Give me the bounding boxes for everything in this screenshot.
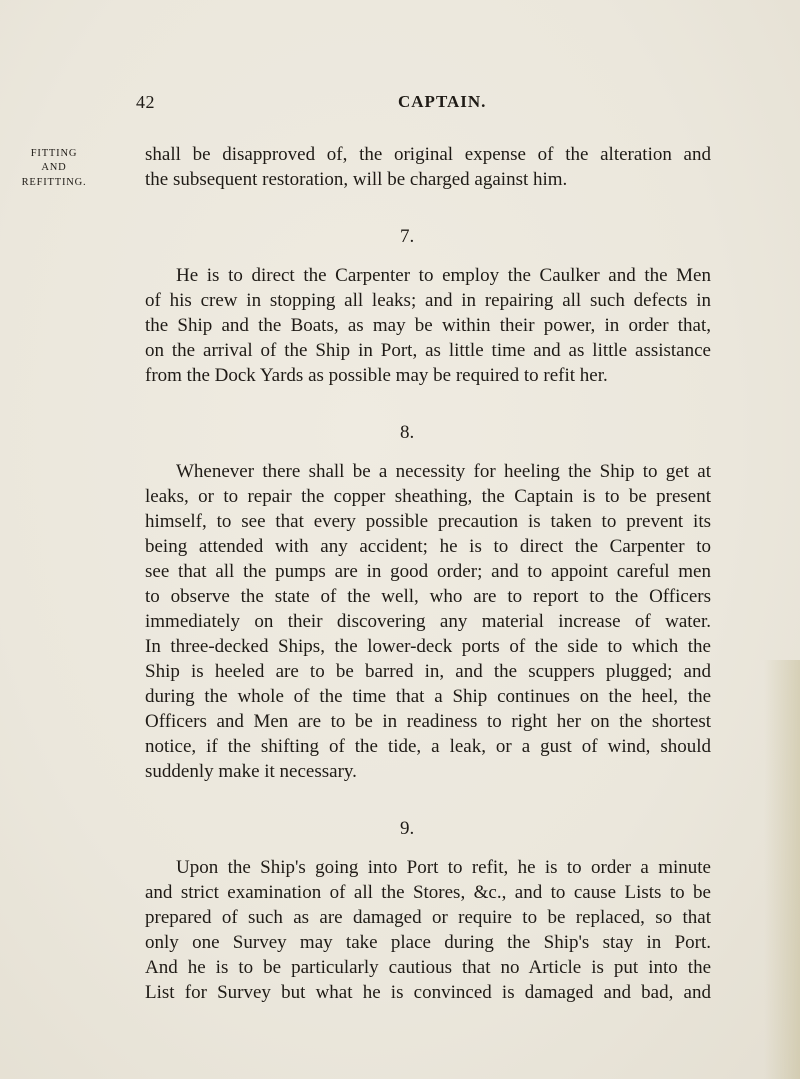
paragraph-line: List for Survey but what he is convinced is damaged and bad, and	[145, 982, 711, 1003]
running-title: CAPTAIN.	[398, 92, 487, 111]
sidenote-line: AND	[41, 162, 67, 173]
paragraph-line: leaks, or to repair the copper sheathing, the Captain is to be present	[145, 486, 711, 507]
paragraph-line: He is to direct the Carpenter to employ the Caulker and the Men	[176, 265, 711, 286]
paragraph-line: only one Survey may take place during the Ship's stay in Port.	[145, 932, 711, 953]
paragraph-line: In three-decked Ships, the lower-deck ports of the side to which the	[145, 636, 711, 657]
paragraph-line: himself, to see that every possible precaution is taken to prevent its	[145, 511, 711, 532]
paragraph-line: the subsequent restoration, will be charged against him.	[145, 169, 568, 190]
paragraph-line: Ship is heeled are to be barred in, and the scuppers plugged; and	[145, 661, 711, 682]
section-number: 8.	[400, 422, 415, 443]
paragraph-line: Upon the Ship's going into Port to refit, he is to order a minute	[176, 857, 711, 878]
paragraph-line: and strict examination of all the Stores, &c., and to cause Lists to be	[145, 882, 711, 903]
paragraph-line: during the whole of the time that a Ship continues on the heel, the	[145, 686, 711, 707]
paragraph-line: prepared of such as are damaged or require to be replaced, so that	[145, 907, 711, 928]
paragraph-line: Officers and Men are to be in readiness to right her on the shortest	[145, 711, 711, 732]
paragraph-line: notice, if the shifting of the tide, a leak, or a gust of wind, should	[145, 736, 711, 757]
section-number: 7.	[400, 226, 415, 247]
sidenote-line: FITTING	[30, 148, 78, 159]
paragraph-line: the Ship and the Boats, as may be within their power, in order that,	[145, 315, 711, 336]
paragraph-line: Whenever there shall be a necessity for heeling the Ship to get at	[176, 461, 711, 482]
paragraph-line: being attended with any accident; he is to direct the Carpenter to	[145, 536, 711, 557]
paragraph-line: immediately on their discovering any material increase of water.	[145, 611, 711, 632]
paragraph-line: And he is to be particularly cautious that no Article is put into the	[145, 957, 711, 978]
paragraph-line: suddenly make it necessary.	[145, 761, 357, 782]
paragraph-line: of his crew in stopping all leaks; and in repairing all such defects in	[145, 290, 711, 311]
page-number: 42	[136, 92, 155, 112]
sidenote-line: REFITTING.	[21, 177, 87, 188]
section-number: 9.	[400, 818, 415, 839]
paragraph-line: from the Dock Yards as possible may be required to refit her.	[145, 365, 608, 386]
paragraph-line: shall be disapproved of, the original expense of the alteration and	[145, 144, 711, 165]
paragraph-line: see that all the pumps are in good order; and to appoint careful men	[145, 561, 711, 582]
paragraph-line: to observe the state of the well, who are to report to the Officers	[145, 586, 711, 607]
page-edge-stain	[764, 660, 800, 1079]
paragraph-line: on the arrival of the Ship in Port, as little time and as little assistance	[145, 340, 711, 361]
